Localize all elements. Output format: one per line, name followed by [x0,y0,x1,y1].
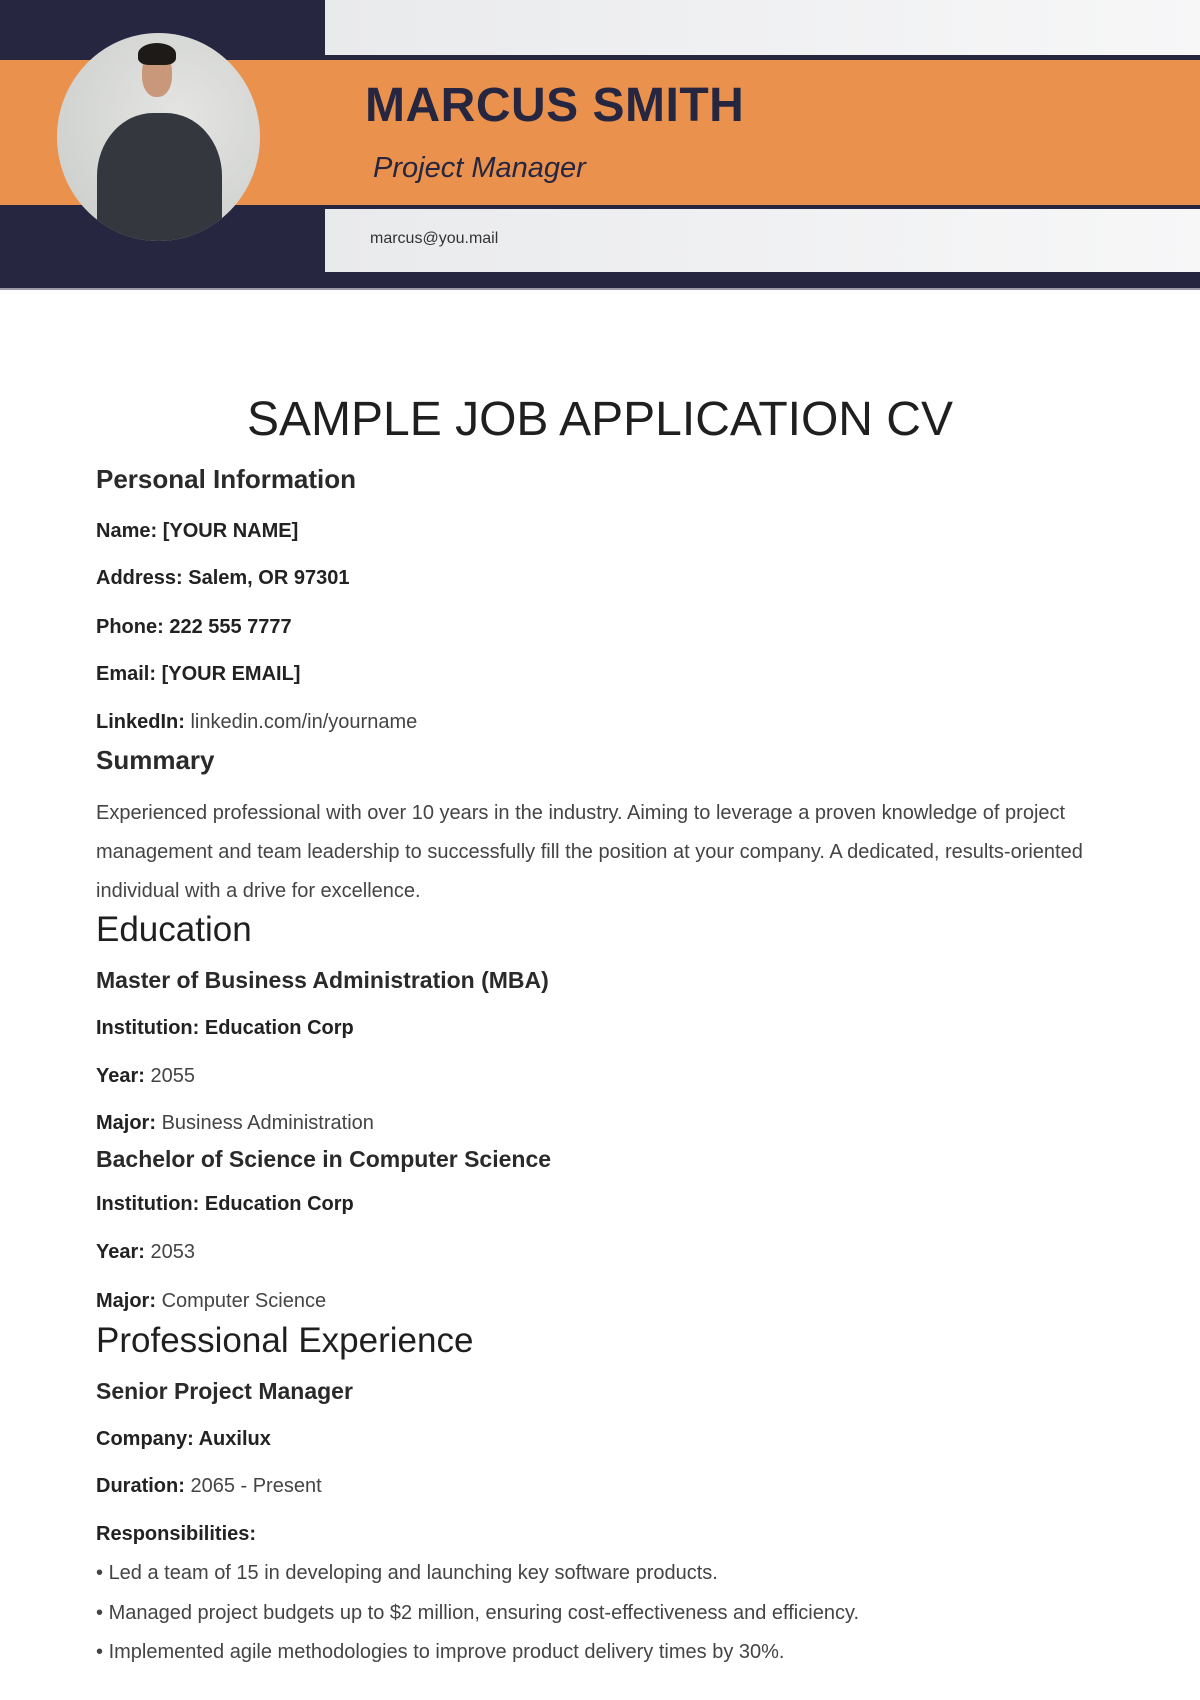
candidate-role: Project Manager [373,152,586,184]
personal-linkedin [96,711,417,734]
list-item: • Implemented agile methodologies to improve product delivery times by 30%. [96,1641,785,1663]
degree-major [96,1290,326,1313]
linkedin-value[interactable]: linkedin.com/in/yourname [190,711,418,733]
duration-value: 2065 - Present [190,1475,322,1497]
degree-major [96,1112,374,1135]
list-item: • Managed project budgets up to $2 million, ensuring cost-effectiveness and efficiency. [96,1602,860,1624]
degree-institution: Institution: Education Corp [96,1017,354,1039]
major-value: Computer Science [161,1290,327,1312]
degree-year [96,1241,195,1264]
degree-title: Master of Business Administration (MBA) [96,967,549,993]
header-top-panel [325,0,1200,55]
degree-year [96,1065,195,1088]
personal-phone: Phone: 222 555 7777 [96,616,292,638]
summary-heading: Summary [96,745,215,775]
major-label: Major: [96,1290,156,1312]
list-item: • Led a team of 15 in developing and launching key software products. [96,1562,718,1584]
bullet-text: Led a team of 15 in developing and launching key software products. [108,1562,718,1584]
personal-heading: Personal Information [96,464,357,494]
bullet-text: Implemented agile methodologies to improve product delivery times by 30%. [108,1641,785,1663]
summary-text: Experienced professional with over 10 years in the industry. Aiming to leverage a proven knowledge of project management and team leadership to successfully fill the position at your company. A dedicated, results-oriented individual with a drive for excellence. [96,802,1083,902]
personal-email: Email: [YOUR EMAIL] [96,663,301,685]
major-value: Business Administration [161,1112,374,1134]
experience-heading: Professional Experience [96,1321,474,1360]
candidate-name: MARCUS SMITH [365,79,745,132]
bullet-text: Managed project budgets up to $2 million, ensuring cost-effectiveness and efficiency. [108,1602,860,1624]
education-heading: Education [96,910,252,949]
job-title: Senior Project Manager [96,1378,353,1404]
personal-name: Name: [YOUR NAME] [96,520,299,542]
year-value: 2053 [150,1241,195,1263]
year-label: Year: [96,1065,145,1087]
job-duration [96,1475,322,1498]
degree-institution: Institution: Education Corp [96,1193,354,1215]
degree-title: Bachelor of Science in Computer Science [96,1146,552,1172]
linkedin-label: LinkedIn: [96,711,185,733]
job-company: Company: Auxilux [96,1428,271,1450]
responsibilities-label: Responsibilities: [96,1523,257,1545]
major-label: Major: [96,1112,156,1134]
year-value: 2055 [150,1065,195,1087]
divider [0,288,1200,290]
document-title: SAMPLE JOB APPLICATION CV [247,393,953,446]
profile-photo [57,33,260,241]
year-label: Year: [96,1241,145,1263]
personal-address: Address: Salem, OR 97301 [96,567,350,589]
photo-hair [138,43,176,65]
photo-body [97,113,222,241]
duration-label: Duration: [96,1475,185,1497]
candidate-email[interactable]: marcus@you.mail [370,230,499,247]
